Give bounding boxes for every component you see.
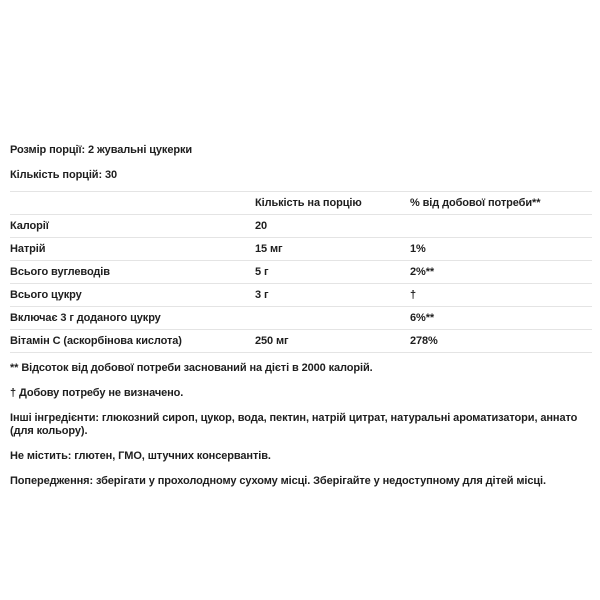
- footnote-daily-value-not-established: † Добову потребу не визначено.: [10, 387, 184, 399]
- table-row-calories: [10, 215, 592, 238]
- nutrient-amount: 250 мг: [255, 335, 289, 347]
- warning-line: Попередження: зберігати у прохолодному сухому місці. Зберігайте у недоступному для дітей місці.: [10, 475, 546, 487]
- table-row-total-sugars: [10, 284, 592, 307]
- nutrient-label: Натрій: [10, 243, 46, 255]
- table-row-vitamin-c: [10, 330, 592, 353]
- table-header-row: [10, 192, 592, 215]
- table-row-total-carbs: [10, 261, 592, 284]
- column-header-daily-value: % від добової потреби**: [410, 197, 541, 209]
- nutrition-table: [10, 191, 592, 353]
- table-row-sodium: [10, 238, 592, 261]
- column-header-amount-per-serving: Кількість на порцію: [255, 197, 362, 209]
- nutrient-daily-value: 6%**: [410, 312, 435, 324]
- nutrient-amount: 3 г: [255, 289, 269, 301]
- footnotes-section: [10, 362, 592, 488]
- serving-size-line: Розмір порції: 2 жувальні цукерки: [10, 144, 193, 156]
- footnote-daily-value-basis: ** Відсоток від добової потреби заснований на дієті в 2000 калорій.: [10, 362, 373, 374]
- nutrient-label: Включає 3 г доданого цукру: [10, 312, 161, 324]
- nutrient-label: Вітамін C (аскорбінова кислота): [10, 335, 182, 347]
- nutrient-amount: 5 г: [255, 266, 269, 278]
- nutrient-daily-value: 2%**: [410, 266, 435, 278]
- servings-count-line: Кількість порцій: 30: [10, 169, 118, 181]
- nutrient-label: Калорії: [10, 220, 49, 232]
- other-ingredients-line: Інші інгредієнти: глюкозний сироп, цукор, вода, пектин, натрій цитрат, натуральні ароматизатори, аннато (для кольору).: [10, 412, 578, 437]
- nutrient-amount: 20: [255, 220, 268, 232]
- nutrient-daily-value: †: [410, 289, 417, 301]
- does-not-contain-line: Не містить: глютен, ГМО, штучних консервантів.: [10, 450, 271, 462]
- nutrient-amount: 15 мг: [255, 243, 283, 255]
- nutrient-label: Всього вуглеводів: [10, 266, 110, 278]
- nutrient-label: Всього цукру: [10, 289, 82, 301]
- nutrient-daily-value: 1%: [410, 243, 426, 255]
- table-row-added-sugars: [10, 307, 592, 330]
- nutrient-daily-value: 278%: [410, 335, 438, 347]
